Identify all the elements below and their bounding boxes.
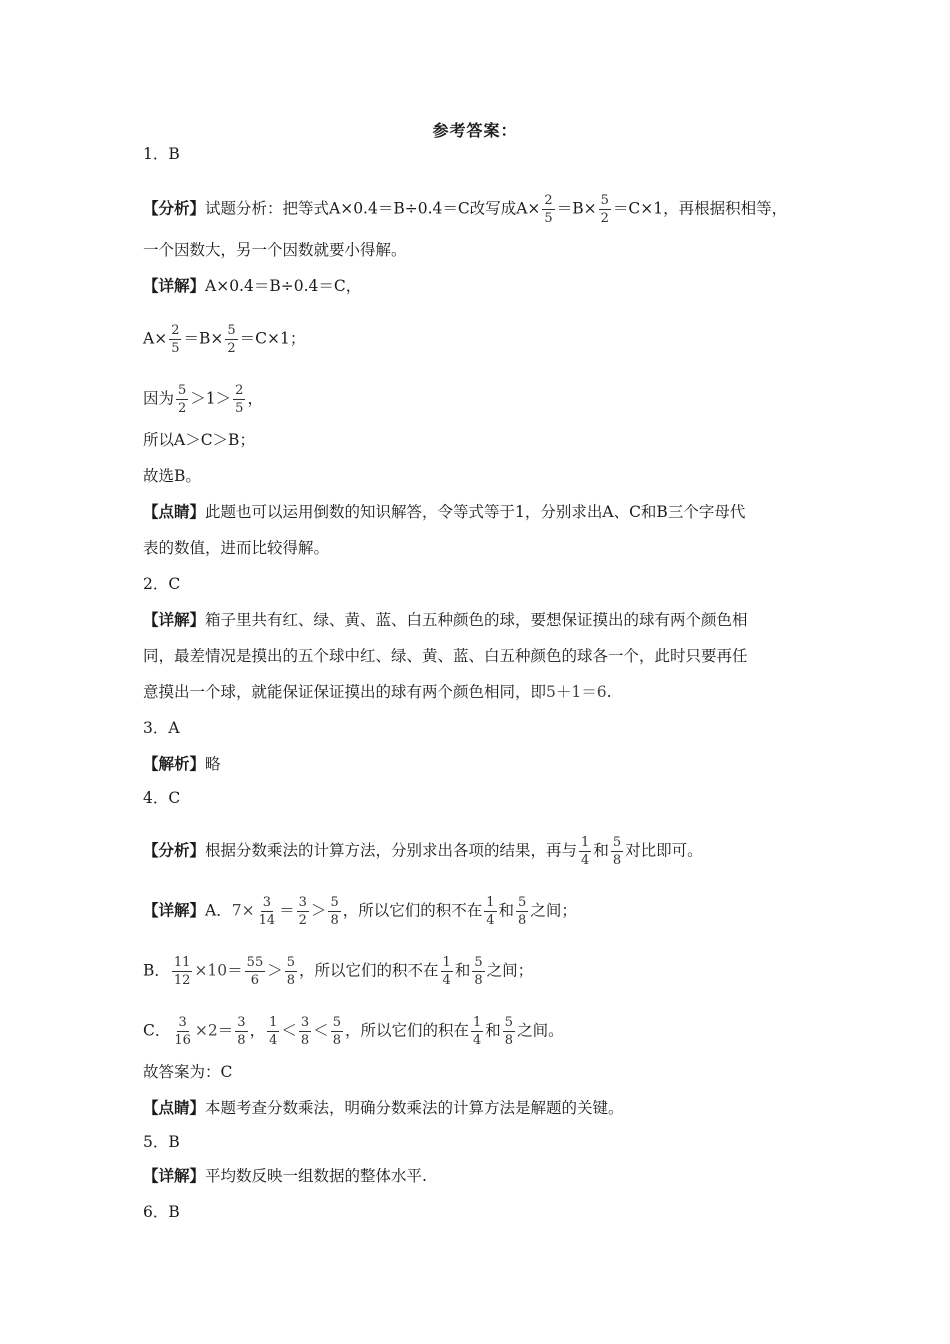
analysis-text: ＝B× [556,199,597,218]
detail-tag: 【详解】 [143,276,206,295]
detail-text: 平均数反映一组数据的整体水平. [205,1167,427,1185]
q4-detail-c [143,1014,823,1049]
detail-text: 因为 [143,389,175,408]
fraction-3-8: $\frac{3}{8}$ [237,1015,246,1048]
fraction-5-8: $\frac{5}{8}$ [332,1015,341,1048]
fraction-3-14: $\frac{3}{14}$ [258,895,276,928]
explain-text: 略 [205,755,221,773]
q4-analysis [143,834,823,869]
q1-detail-line4: 所以A＞C＞B； [143,431,255,449]
fraction-3-16: $\frac{3}{16}$ [174,1015,191,1048]
q1-analysis-line2: 一个因数大，另一个因数就要小得解。 [143,241,407,259]
math-text: ， [249,1021,266,1040]
equation: 5＋1＝6 [546,683,607,701]
analysis-tag: 【分析】 [143,198,206,218]
detail-text: ＞1＞ [190,389,232,408]
detail-text: ，所以它们的积在 [344,1021,469,1040]
q1-detail-line1 [143,276,823,296]
q3-explain [143,754,823,774]
q2-number: 2．C [143,575,181,593]
q5-number: 5．B [143,1133,180,1151]
page-title: 参考答案： [432,121,518,140]
tip-tag: 【点睛】 [143,502,206,521]
fraction-5-8: $\frac{5}{8}$ [518,895,527,928]
detail-text: 和 [498,901,515,920]
fraction-11-12: $\frac{11}{12}$ [173,955,191,988]
q4-answer: 故答案为：C [143,1063,233,1081]
fraction-1-4: $\frac{1}{4}$ [269,1015,278,1048]
fraction-5-2: $\frac{5}{2}$ [227,323,236,356]
fraction-2-5: $\frac{2}{5}$ [171,323,180,356]
detail-text: 之间； [486,961,534,980]
explain-tag: 【解析】 [143,754,206,773]
math-text: ＜ [313,1021,329,1040]
math-text: ＝ [227,961,243,980]
q3-number: 3．A [143,719,180,737]
analysis-text: 试题分析：把等式A×0.4＝B÷0.4＝C改写成A× [205,199,541,218]
math-text: ＞ [310,901,327,920]
math-text: ×2 [194,1021,218,1040]
analysis-text: 对比即可。 [625,841,703,860]
math-text: 7× [231,901,255,920]
q4-tip [143,1098,823,1118]
analysis-text: 和 [593,841,609,860]
q1-detail-line5: 故选B。 [143,467,201,485]
detail-text: A×0.4＝B÷0.4＝C， [205,277,362,295]
tip-tag: 【点睛】 [143,1098,206,1117]
q1-number: 1．B [143,145,180,163]
fraction-1-4: $\frac{1}{4}$ [442,955,451,988]
q2-detail-line1 [143,610,823,630]
q4-number: 4．C [143,789,181,807]
fraction-5-8: $\frac{5}{8}$ [286,955,296,988]
detail-text: 和 [485,1021,501,1040]
fraction-3-2: $\frac{3}{2}$ [298,895,307,928]
detail-text: ，所以它们的积不在 [342,901,483,920]
option-label: A． [205,901,232,920]
fraction-55-6: $\frac{55}{6}$ [246,955,264,988]
fraction-1-4: $\frac{1}{4}$ [472,1015,482,1048]
detail-text: 和 [454,961,471,980]
q2-detail-line3 [143,682,823,702]
fraction-5-8: $\frac{5}{8}$ [330,895,339,928]
detail-text: ， [247,389,263,408]
detail-tag: 【详解】 [143,900,206,920]
fraction-1-4: $\frac{1}{4}$ [581,835,590,868]
fraction-1-4: $\frac{1}{4}$ [486,895,495,928]
math-text: ＜ [281,1021,297,1040]
q1-detail-line3 [143,382,823,417]
q1-detail-line2 [143,322,823,357]
q1-tip-line2: 表的数值，进而比较得解。 [143,539,330,557]
q5-detail [143,1166,823,1186]
detail-tag: 【详解】 [143,1166,206,1185]
option-label: C． [143,1021,171,1040]
q2-detail-line2: 同，最差情况是摸出的五个球中红、绿、黄、蓝、白五种颜色的球各一个，此时只要再任 [143,647,748,665]
math-text: ＞ [267,961,283,980]
detail-text: ，所以它们的积不在 [299,961,439,980]
fraction-5-8: $\frac{5}{8}$ [612,835,622,868]
detail-text: ＝B× [183,329,224,348]
analysis-text: 根据分数乘法的计算方法，分别求出各项的结果，再与 [205,841,578,860]
fraction-5-8: $\frac{5}{8}$ [474,955,483,988]
q1-analysis-line1 [143,192,823,227]
detail-text: 之间； [530,901,577,920]
analysis-tag: 【分析】 [143,840,206,860]
fraction-5-2: $\frac{5}{2}$ [178,383,187,416]
q4-detail-a [143,894,823,929]
option-label: B． [143,961,170,980]
q4-detail-b [143,954,823,989]
detail-text: 意摸出一个球，就能保证保证摸出的球有两个颜色相同，即 [143,683,547,701]
math-text: ×10 [194,961,228,980]
detail-text: ＝C×1； [239,329,306,348]
fraction-5-8: $\frac{5}{8}$ [504,1015,514,1048]
q6-number: 6．B [143,1203,180,1221]
detail-tag: 【详解】 [143,610,206,629]
analysis-text: ＝C×1，再根据积相等， [612,199,788,218]
math-text: ＝ [279,901,295,920]
math-text: ＝ [217,1021,234,1040]
q1-tip-line1 [143,502,823,522]
fraction-2-5: $\frac{2}{5}$ [544,193,553,226]
fraction-5-2: $\frac{5}{2}$ [600,193,609,226]
tip-text: 本题考查分数乘法，明确分数乘法的计算方法是解题的关键。 [205,1099,624,1117]
fraction-3-8: $\frac{3}{8}$ [300,1015,310,1048]
detail-text: 箱子里共有红、绿、黄、蓝、白五种颜色的球，要想保证摸出的球有两个颜色相 [205,611,748,629]
detail-text: . [606,683,612,701]
fraction-2-5: $\frac{2}{5}$ [235,383,244,416]
detail-text: A× [143,329,168,348]
detail-text: 之间。 [517,1021,564,1040]
tip-text: 此题也可以运用倒数的知识解答，令等式等于1，分别求出A、C和B三个字母代 [205,503,746,521]
